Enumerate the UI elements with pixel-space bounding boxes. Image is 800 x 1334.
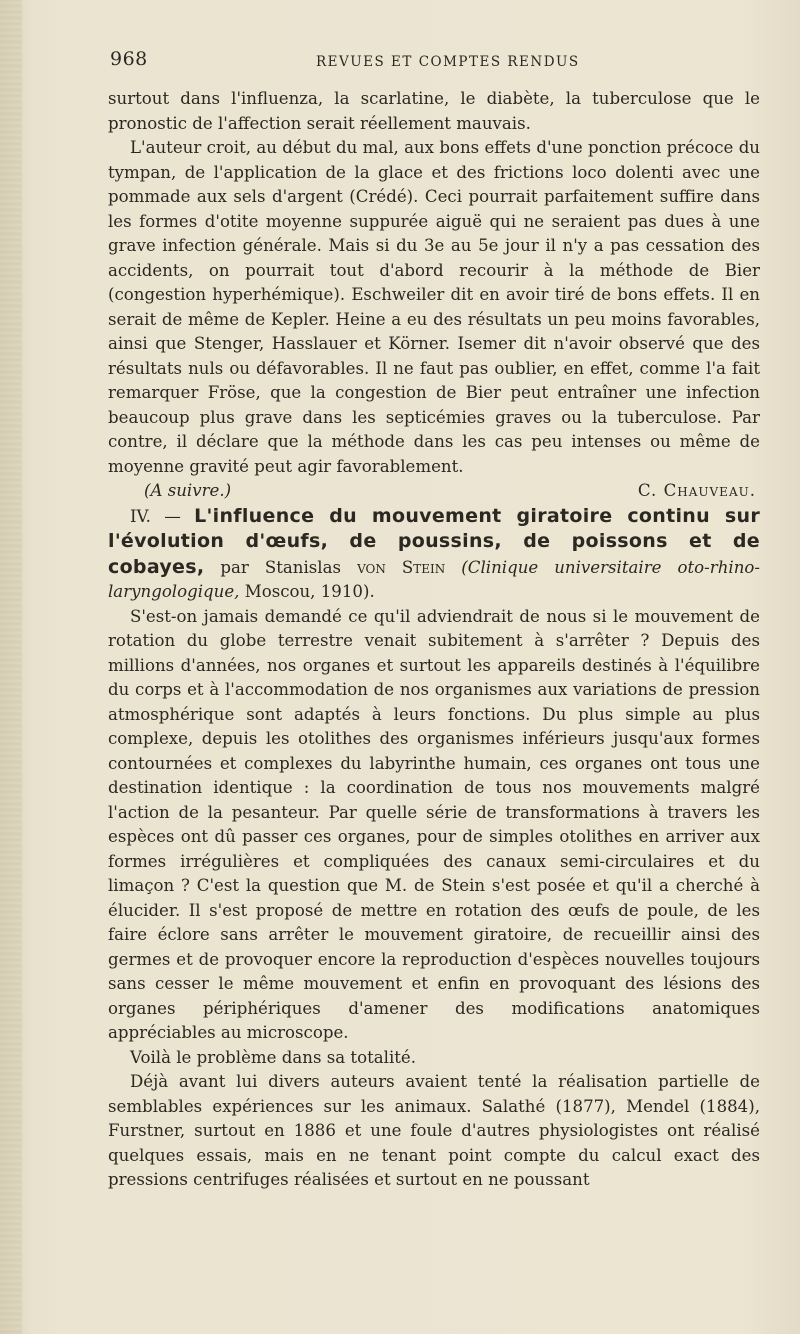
section-byline: par Stanislas — [220, 557, 342, 577]
continuation-note: (A suivre.) — [144, 481, 232, 500]
paragraph: S'est-on jamais demandé ce qu'il adviendrait de nous si le mouvement de rotation du globe terrestre venait subitement à s'arrêter ? Depuis des millions d'années, nos organes et surtout les appareils destinés à l'équilibre du corps et à l'accommodation de nos organismes aux variations de pression atmosphérique sont adaptés à leurs fonctions. Du plus simple au plus complexe, depuis les otolithes des organismes inférieurs jusqu'aux formes contournées et complexes du labyrinthe humain, ces organes ont tous une destination identique : la coordination de tous nos mouvements malgré l'action de la pesanteur. Par quelle série de transformations à travers les espèces ont dû passer ces organes, pour de simples otolithes en arriver aux formes irrégulières et compliquées des canaux semi-circulaires et du limaçon ? C'est la question que M. de Stein s'est posée et qu'il a cherché à élucider. Il s'est proposé de mettre en rotation des œufs de poule, de les faire éclore sans arrêter le mouvement giratoire, de recueillir ainsi des germes et de provoquer encore la reproduction d'espèces nouvelles toujours sans cesser le même mouvement et enfin en provoquant des lésions des organes périphériques d'amener des modifications anatomiques appréciables au microscope. — [108, 606, 760, 1042]
body-text — [108, 87, 760, 1193]
section-author: von Stein — [357, 557, 446, 577]
paragraph: Déjà avant lui divers auteurs avaient tenté la réalisation partielle de semblables expériences sur les animaux. Salathé (1877), Mendel (1884), Furstner, surtout en 1886 et une foule d'autres physiologistes ont réalisé quelques essais, mais en ne tenant point compte du calcul exact des pressions centrifuges réalisées et surtout en ne poussant — [108, 1072, 760, 1189]
section-heading — [108, 504, 760, 605]
running-head: REVUES ET COMPTES RENDUS — [316, 54, 580, 70]
paragraph: Voilà le problème dans sa totalité. — [130, 1047, 417, 1067]
review-signoff — [108, 479, 760, 504]
paragraph: L'auteur croit, au début du mal, aux bons effets d'une ponction précoce du tympan, de l'application de la glace et des frictions loco dolenti avec une pommade aux sels d'argent (Crédé). Ceci pourrait parfaitement suffire dans les formes d'otite moyenne suppurée aiguë qui ne seraient pas dues à une grave infection générale. Mais si du 3e au 5e jour il n'y a pas cessation des accidents, on pourrait tout d'abord recourir à la méthode de Bier (congestion hyperhémique). Eschweiler dit en avoir tiré de bons effets. Il en serait de même de Kepler. Heine a eu des résultats un peu moins favorables, ainsi que Stenger, Hasslauer et Körner. Isemer dit n'avoir observé que des résultats nuls ou défavorables. Il ne faut pas oublier, en effet, comme l'a fait remarquer Fröse, que la congestion de Bier peut entraîner une infection beaucoup plus grave dans les septicémies graves ou la tuberculose. Par contre, il déclare que la méthode dans les cas peu intenses ou même de moyenne gravité peut agir favorablement. — [108, 138, 760, 476]
page-number: 968 — [110, 48, 148, 70]
paragraph: surtout dans l'influenza, la scarlatine, le diabète, la tuberculose que le pronostic de l'affection serait réellement mauvais. — [108, 89, 760, 133]
page-edge-shadow — [0, 0, 22, 1334]
section-place-year: Moscou, 1910). — [244, 582, 375, 601]
section-number: IV. — — [130, 506, 181, 526]
page-header — [110, 42, 760, 76]
review-author: C. Chauveau. — [637, 481, 756, 500]
section-journal: (Clinique universitaire oto-rhino-laryngologique, — [108, 557, 760, 601]
section-title: L'influence du mouvement giratoire continu sur l'évolution d'œufs, de poussins, de poissons et de cobayes, — [108, 504, 760, 578]
